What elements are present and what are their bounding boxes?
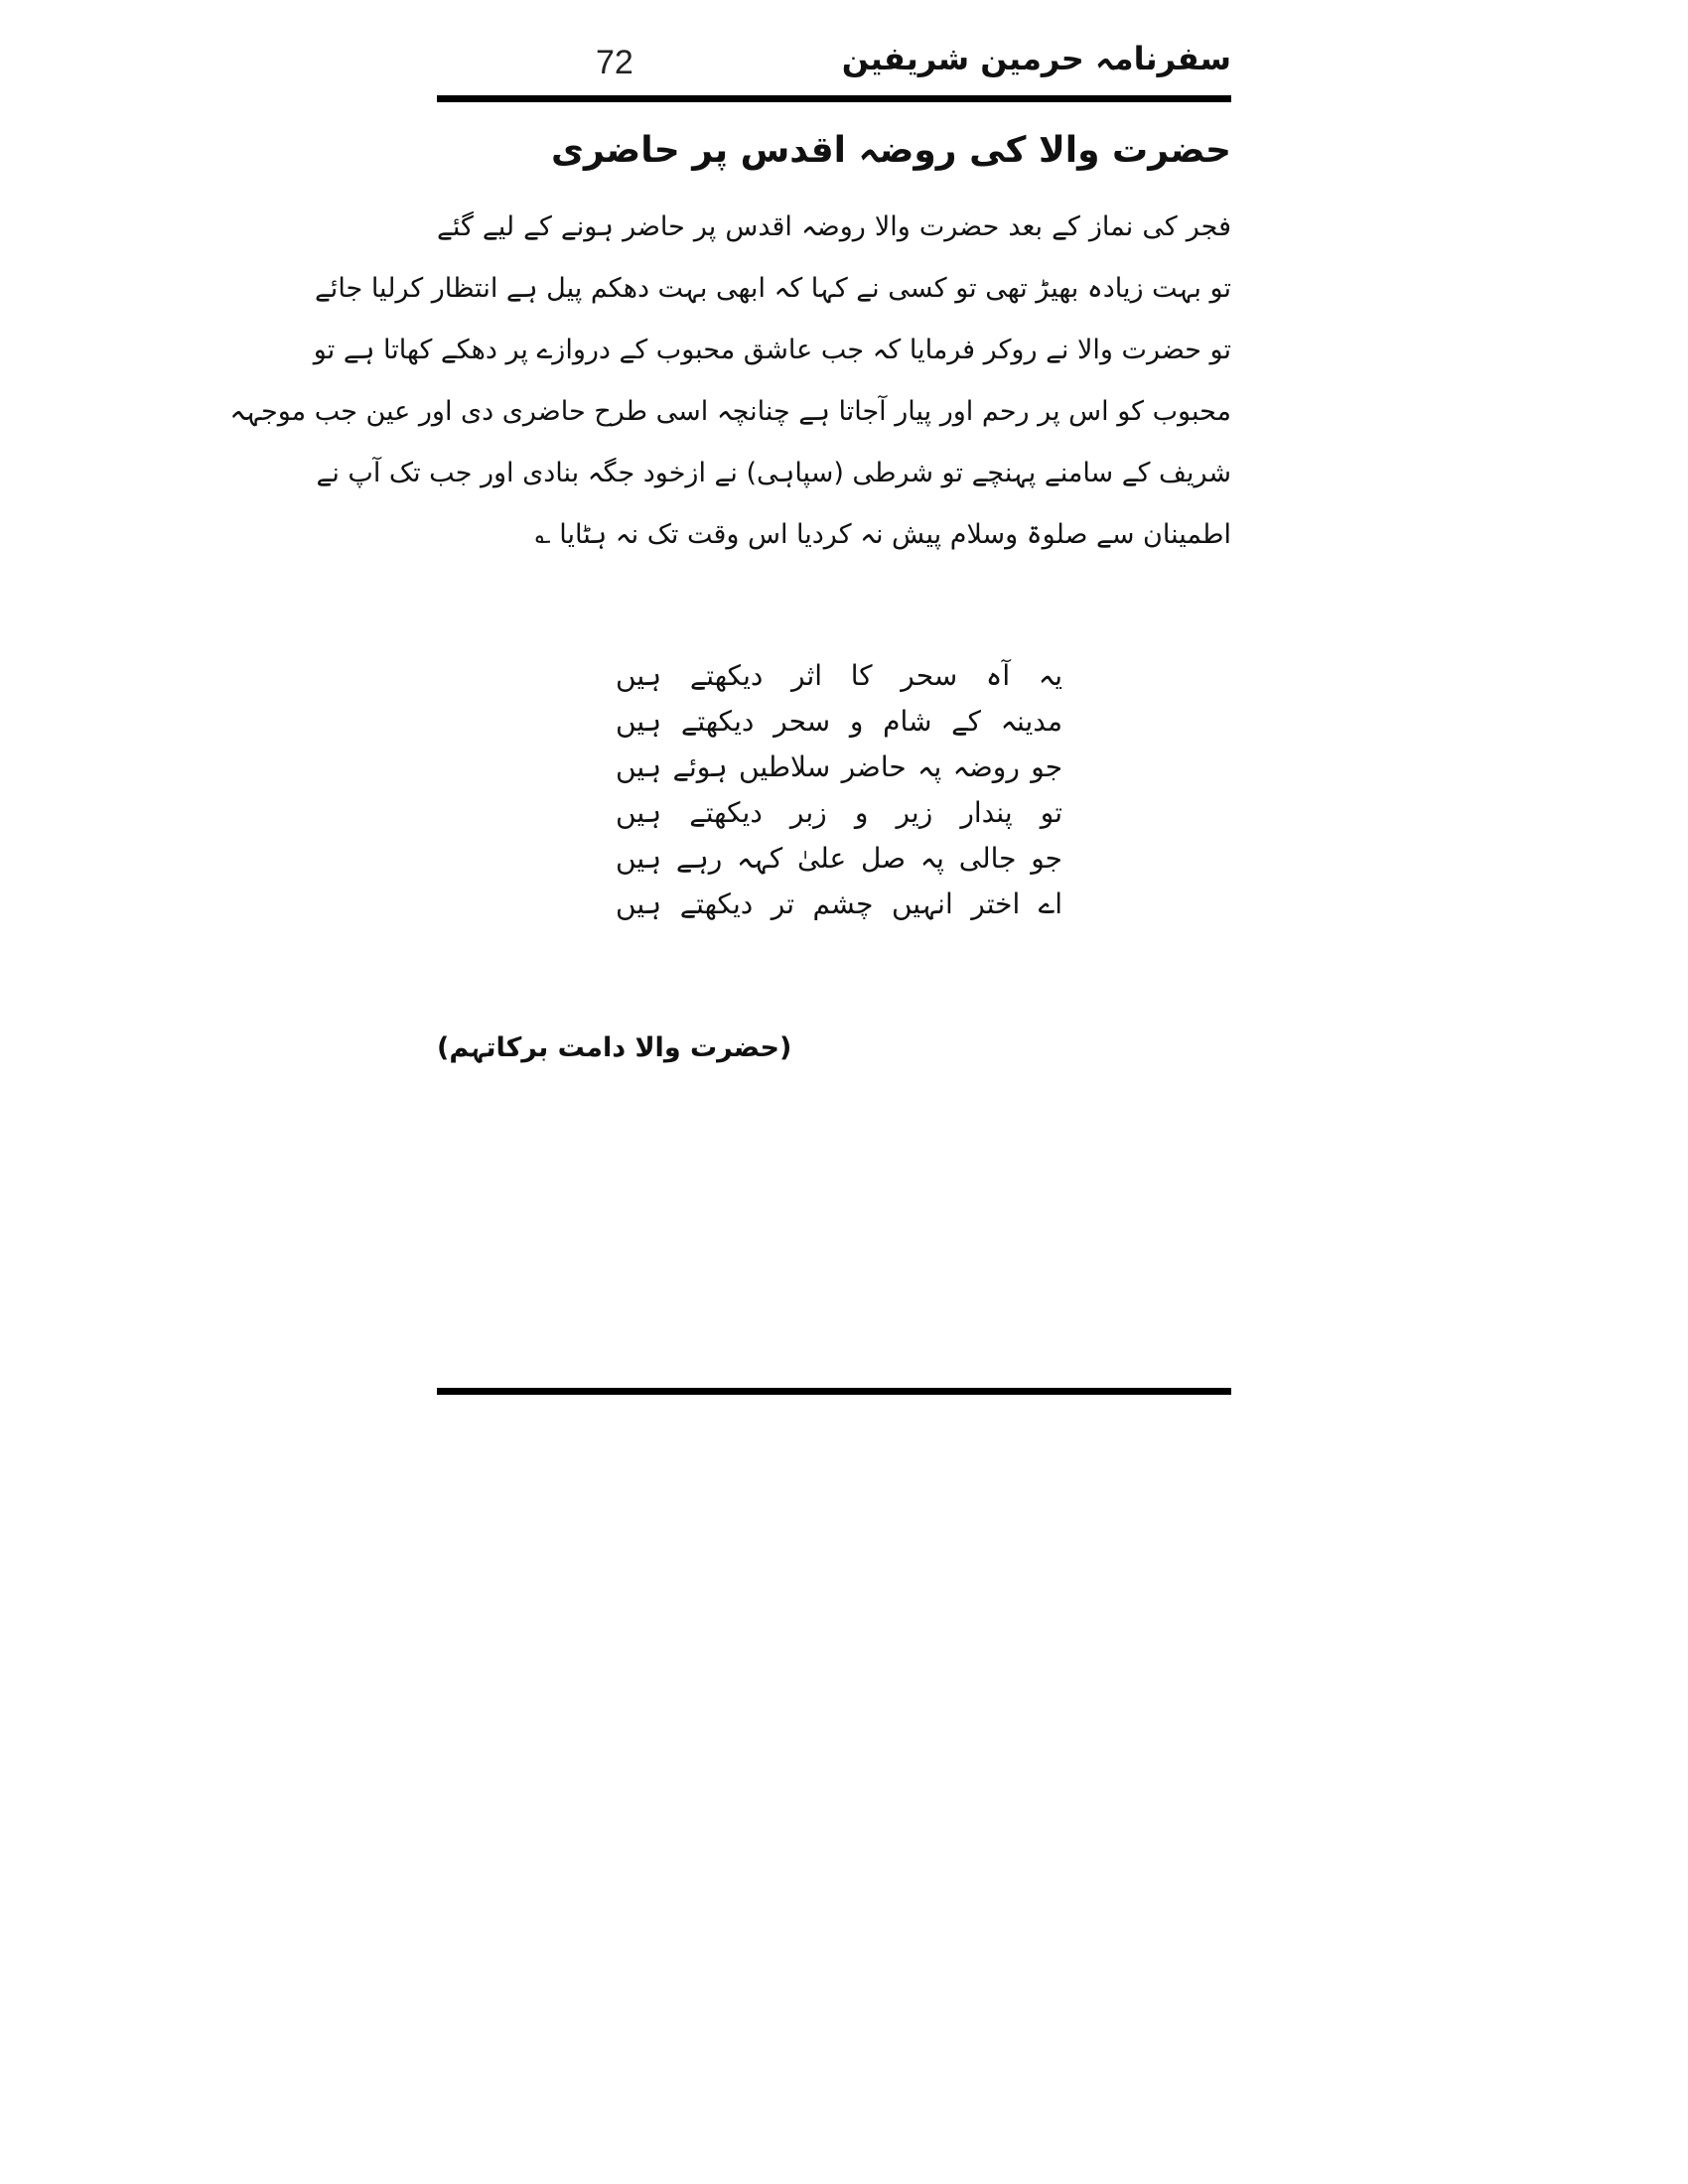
- paragraph-line: تو بہت زیادہ بھیڑ تھی تو کسی نے کہا کہ ابھی بہت دھکم پیل ہے انتظار کرلیا جائے: [314, 273, 1231, 304]
- section-heading: حضرت والا کی روضہ اقدس پر حاضری: [551, 130, 1231, 171]
- poem-verse: جو جالی پہ صل علیٰ کہہ رہے ہیں: [616, 842, 1062, 875]
- paragraph-line: شریف کے سامنے پہنچے تو شرطی (سپاہی) نے ازخود جگہ بنادی اور جب تک آپ نے: [316, 458, 1231, 488]
- poem-verse: اے اختر انہیں چشم تر دیکھتے ہیں: [616, 887, 1062, 920]
- page-number: 72: [596, 44, 633, 81]
- paragraph-line: تو حضرت والا نے روکر فرمایا کہ جب عاشق محبوب کے دروازے پر دھکے کھاتا ہے تو: [313, 335, 1231, 365]
- book-title: سفرنامہ حرمین شریفین: [841, 40, 1231, 77]
- header-divider: [437, 95, 1231, 102]
- paragraph-line: محبوب کو اس پر رحم اور پیار آجاتا ہے چنانچہ اسی طرح حاضری دی اور عین جب موجہہ: [229, 396, 1231, 427]
- paragraph-line: فجر کی نماز کے بعد حضرت والا روضہ اقدس پر حاضر ہونے کے لیے گئے: [437, 211, 1231, 242]
- main-content: [229, 119, 1231, 566]
- poem-verse: یہ آہ سحر کا اثر دیکھتے ہیں: [616, 659, 1062, 692]
- poem-verse: جو روضہ پہ حاضر سلاطیں ہوئے ہیں: [616, 751, 1062, 783]
- footer-divider: [437, 1388, 1231, 1395]
- poem-verse: تو پندار زیر و زبر دیکھتے ہیں: [616, 796, 1062, 829]
- poem-attribution: (حضرت والا دامت برکاتہم): [437, 1032, 792, 1063]
- paragraph-line: اطمینان سے صلوۃ وسلام پیش نہ کردیا اس وقت تک نہ ہٹایا ؎: [534, 519, 1231, 550]
- poem-verse: مدینہ کے شام و سحر دیکھتے ہیں: [616, 705, 1062, 738]
- page-header: [437, 40, 1231, 94]
- poem: [616, 653, 1062, 927]
